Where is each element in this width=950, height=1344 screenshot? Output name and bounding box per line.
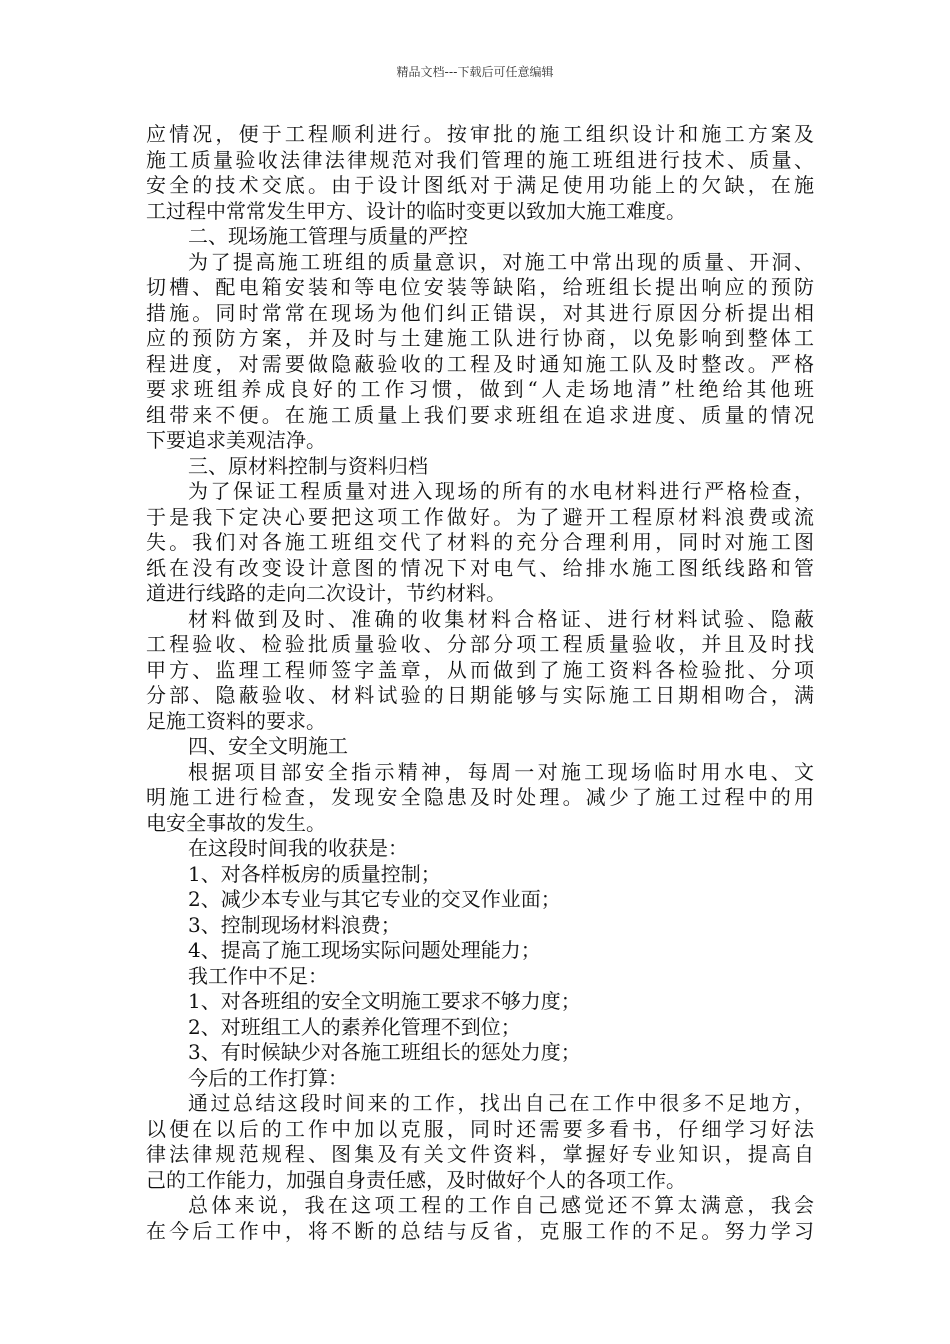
text-line: 二、现场施工管理与质量的严控 <box>188 224 468 248</box>
text-line: 工程验收、检验批质量验收、分部分项工程质量验收，并且及时找 <box>146 632 814 656</box>
text-line: 根据项目部安全指示精神，每周一对施工现场临时用水电、文 <box>188 759 814 784</box>
text-line: 失。我们对各施工班组交代了材料的充分合理利用，同时对施工图 <box>146 530 814 554</box>
text-line: 通过总结这段时间来的工作，找出自己在工作中很多不足地方， <box>188 1091 814 1115</box>
text-line: 道进行线路的走向二次设计，节约材料。 <box>146 581 506 605</box>
text-line: 总体来说，我在这项工程的工作自己感觉还不算太满意，我会 <box>188 1193 814 1217</box>
text-line: 工过程中常常发生甲方、设计的临时变更以致加大施工难度。 <box>146 198 686 223</box>
text-line: 措施。同时常常在现场为他们纠正错误，对其进行原因分析提出相 <box>146 300 814 325</box>
page-header: 精品文档---下载后可任意编辑 <box>396 65 554 79</box>
text-line: 安全的技术交底。由于设计图纸对于满足使用功能上的欠缺，在施 <box>146 173 814 197</box>
text-line: 为了提高施工班组的质量意识，对施工中常出现的质量、开洞、 <box>188 249 814 274</box>
text-line: 3、有时候缺少对各施工班组长的惩处力度； <box>188 1040 581 1064</box>
text-line: 切槽、配电箱安装和等电位安装等缺陷，给班组长提出响应的预防 <box>146 275 814 299</box>
text-line: 为了保证工程质量对进入现场的所有的水电材料进行严格检查， <box>188 479 814 503</box>
text-line: 4、提高了施工现场实际问题处理能力； <box>188 938 541 962</box>
text-line: 以便在以后的工作中加以克服，同时还需要多看书，仔细学习好法 <box>146 1116 814 1141</box>
text-line: 3、控制现场材料浪费； <box>188 912 401 937</box>
text-line: 2、对班组工人的素养化管理不到位； <box>188 1014 521 1039</box>
text-line: 应的预防方案，并及时与土建施工队进行协商，以免影响到整体工 <box>146 326 814 350</box>
text-line: 我工作中不足： <box>188 963 328 988</box>
text-line: 分部、隐蔽验收、材料试验的日期能够与实际施工日期相吻合，满 <box>146 683 814 707</box>
text-line: 施工质量验收法律法律规范对我们管理的施工班组进行技术、质量、 <box>146 147 814 172</box>
text-line: 程进度，对需要做隐蔽验收的工程及时通知施工队及时整改。严格 <box>146 351 814 376</box>
text-line: 于是我下定决心要把这项工作做好。为了避开工程原材料浪费或流 <box>146 504 814 529</box>
text-line: 三、原材料控制与资料归档 <box>188 453 428 478</box>
text-line: 明施工进行检查，发现安全隐患及时处理。减少了施工过程中的用 <box>146 785 814 809</box>
text-line: 今后的工作打算： <box>188 1065 348 1090</box>
text-line: 2、减少本专业与其它专业的交叉作业面； <box>188 887 561 911</box>
text-line: 要求班组养成良好的工作习惯，做到“人走场地清”杜绝给其他班 <box>146 377 814 401</box>
text-line: 在今后工作中，将不断的总结与反省，克服工作的不足。努力学习 <box>146 1218 814 1243</box>
text-line: 足施工资料的要求。 <box>146 708 326 733</box>
text-line: 己的工作能力，加强自身责任感，及时做好个人的各项工作。 <box>146 1167 686 1192</box>
text-line: 下要追求美观洁净。 <box>146 428 326 452</box>
text-line: 纸在没有改变设计意图的情况下对电气、给排水施工图纸线路和管 <box>146 555 814 580</box>
text-line: 甲方、监理工程师签字盖章，从而做到了施工资料各检验批、分项 <box>146 657 814 682</box>
text-line: 材料做到及时、准确的收集材料合格证、进行材料试验、隐蔽 <box>188 606 814 631</box>
text-line: 1、对各样板房的质量控制； <box>188 861 441 886</box>
text-line: 1、对各班组的安全文明施工要求不够力度； <box>188 989 581 1013</box>
document-body <box>146 122 814 1244</box>
text-line: 律法律规范规程、图集及有关文件资料，掌握好专业知识，提高自 <box>146 1142 814 1166</box>
text-line: 应情况，便于工程顺利进行。按审批的施工组织设计和施工方案及 <box>146 122 814 146</box>
text-line: 组带来不便。在施工质量上我们要求班组在追求进度、质量的情况 <box>146 402 814 427</box>
text-line: 四、安全文明施工 <box>188 734 348 758</box>
text-line: 在这段时间我的收获是： <box>188 836 408 860</box>
text-line: 电安全事故的发生。 <box>146 810 326 835</box>
